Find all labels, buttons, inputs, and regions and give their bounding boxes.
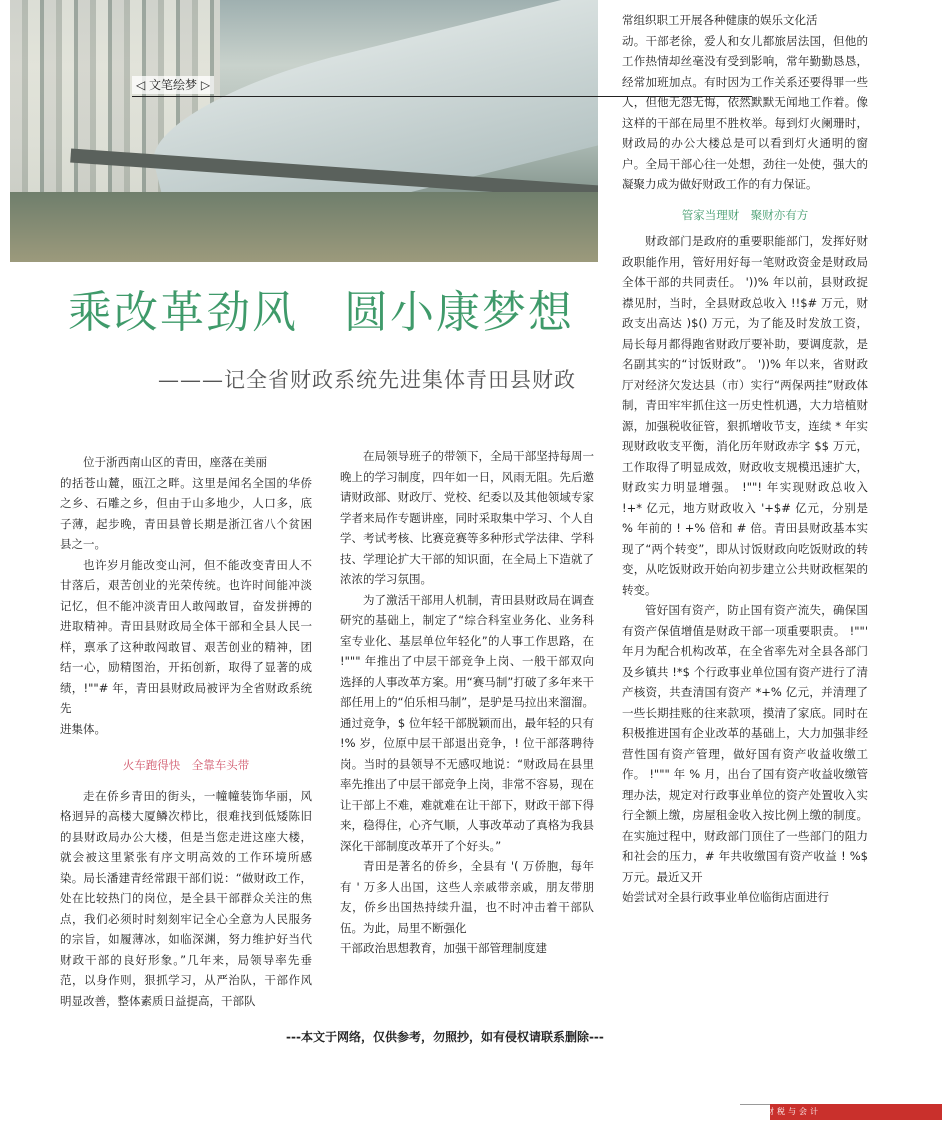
paragraph: 管好国有资产，防止国有资产流失，确保国有资产保值增值是财政干部一项重要职责。 !""' 年月为配合机构改革，在全省率先对全县各部门及乡镇共 !*$ 个行政事业单位国有资产进行了清产核资，共查清国有资产 *+% 亿元，并清理了一些长期挂账的往来款项，摸清了家底。同时在积极推进国有企业改革的基础上，大力加强非经营性国有资产管理，做好国有资产收益收缴工作。 !""" 年 % 月，出台了国有资产收益收缴管理办法，规定对行政事业单位的资产处置收入实行全额上缴，房屋租金收入按比例上缴的制度。在实施过程中，财政部门顶住了一些部门的阻力和社会的压力，# 年共收缴国有资产收益 ! %$ 万元。最近又开 [622,603,868,884]
section-heading: 管家当理财 聚财亦有方 [681,207,809,222]
section-heading: 火车跑得快 全靠车头带 [122,758,250,772]
paragraph: 走在侨乡青田的街头，一幢幢装饰华丽，风格迥异的高楼大厦鳞次栉比，很难找到低矮陈旧的县财政局办公大楼，但是当您走进这座大楼，就会被这里紧张有序文明高效的工作环境所感染。局长潘建青经常跟干部们说：“做财政工作，处在比较热门的岗位，是全县干部群众关注的焦点，我们必须时时刻刻牢记全心全意为人民服务的宗旨，如履薄冰，如临深渊，努力维护好当代财政干部的良好形象。”几年来，局领导率先垂范，以身作则，狠抓学习，从严治队，干部作风明显改善，整体素质日益提高，干部队 [60,788,312,1008]
hero-photo [10,0,598,262]
column-1 [60,452,312,1011]
paragraph: 常组织职工开展各种健康的娱乐文化活 [622,13,818,27]
paragraph: 也许岁月能改变山河，但不能改变青田人不甘落后，艰苦创业的光荣传统。也许时间能冲淡记忆，但不能冲淡青田人敢闯敢冒，奋发拼搏的进取精神。青田县财政局全体干部和全县人民一样，禀承了这种敢闯敢冒、艰苦创业的精神，团结一心，励精图治，开拓创新，取得了显著的成绩，!""# 年，青田县财政局被评为全省财政系统先 [60,557,312,715]
article-subtitle: ———记全省财政系统先进集体青田县财政 [158,368,576,392]
footer-rule [740,1104,770,1105]
paragraph: 在局领导班子的带领下，全局干部坚持每周一晚上的学习制度，四年如一日，风雨无阻。先后邀请财政部、财政厅、党校、纪委以及其他领域专家学者来局作专题讲座，同时采取集中学习、个人自学、考试考核、比赛竞赛等多种形式学法律、学科技、学理论扩大干部的知识面，在全局上下造就了浓浓的学习氛围。 [340,449,594,586]
footer-journal-name: 浙江财税与会计 [744,1107,821,1116]
article-title: 乘改革劲风 圆小康梦想 [68,287,574,338]
paragraph: 的括苍山麓，瓯江之畔。这里是闻名全国的华侨之乡、石雕之乡，但由于山多地少，人口多，底子薄，起步晚，青田县曾长期是浙江省八个贫困县之一。 [60,475,312,551]
paragraph: 位于浙西南山区的青田，座落在美丽 [83,455,267,469]
paragraph: 进集体。 [60,721,106,736]
copyright-notice: ---本文于网络，仅供参考，勿照抄，如有侵权请联系删除--- [286,1030,604,1044]
paragraph: 动。干部老徐，爱人和女儿都旅居法国，但他的工作热情却丝毫没有受到影响，常年勤勤恳恳，经常加班加点。有时因为工作关系还要得罪一些人，但他无怨无悔，依然默默无闻地工作着。像这样的干部在局里不胜枚举。每到灯火阑珊时，财政局的办公大楼总是可以看到灯火通明的窗户。全局干部心往一处想，劲往一处使，强大的凝聚力成为做好财政工作的有力保证。 [622,33,868,191]
section-label: ◁ 文笔绘梦 ▷ [132,76,214,94]
paragraph: 为了激活干部用人机制，青田县财政局在调查研究的基础上，制定了“综合科室业务化、业务科室专业化、基层单位年轻化”的人事工作思路，在 !""" 年推出了中层干部竞争上岗、一般干部双向选择的人事改革方案。用“赛马制”打破了多年来干部任用上的“伯乐相马制”，是驴是马拉出来溜溜。通过竞争，$ 位年轻干部脱颖而出，最年轻的只有 !% 岁，位原中层干部退出竞争，! 位干部落聘待岗。当时的县领导不无感叹地说：“财政局在县里率先推出了中层干部竞争上岗，非常不容易，现在让干部上不难，难就难在让干部下，财政干部下得来，稳得住，心齐气顺，人事改革动了真格为我县深化干部制度改革开了个好头。” [340,592,594,853]
column-2 [340,446,594,959]
column-3 [622,10,868,908]
paragraph: 青田是著名的侨乡，全县有 '( 万侨胞，每年有 ' 万多人出国，这些人亲戚带亲戚，朋友带朋友，侨乡出国热持续升温，也不时冲击着干部队伍。为此，局里不断强化 [340,859,594,935]
photo-hills [10,192,598,262]
paragraph: 财政部门是政府的重要职能部门，发挥好财政职能作用，管好用好每一笔财政资金是财政局全体干部的共同责任。 '))% 年以前，县财政捉襟见肘，当时，全县财政总收入 !!$# 万元，财政支出高达 )$() 万元，为了能及时发放工资，局长每月都得跑省财政厅要补助，要调度款，是名副其实的“讨饭财政”。 '))% 年以来，省财政厅对经济欠发达县（市）实行“两保两挂”财政体制，青田牢牢抓住这一历史性机遇，大力培植财源，加强税收征管，狠抓增收节支，连续 * 年实现财政收支平衡，消化历年财政赤字 $$ 万元，工作取得了明显成效，财政收支规模迅速扩大，财政实力明显增强。 !""! 年实现财政总收入 !+* 亿元，地方财政收入 '+$# 亿元，分别是 % 年前的 ! +% 倍和 # 倍。青田县财政基本实现了“两个转变”，即从讨饭财政向吃饭财政的转变，从吃饭财政开始向初步建立公共财政框架的转变。 [622,234,868,597]
paragraph: 干部政治思想教育，加强干部管理制度建 [340,941,547,955]
paragraph: 始尝试对全县行政事业单位临街店面进行 [622,890,829,904]
